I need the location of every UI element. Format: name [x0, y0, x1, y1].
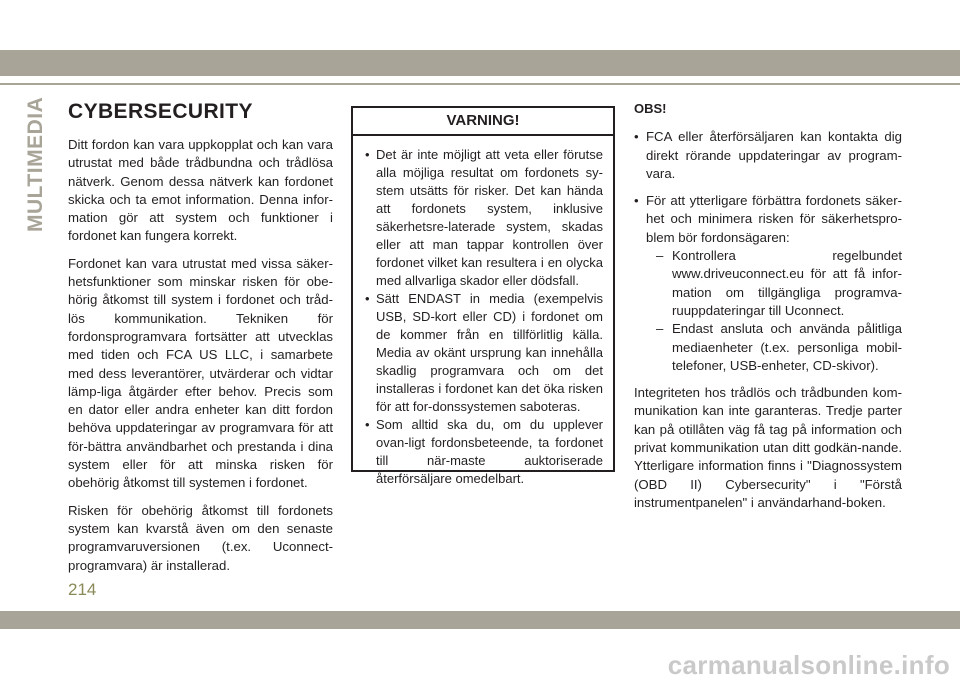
warning-title: VARNING! — [353, 108, 613, 136]
note-column — [634, 100, 902, 521]
note-subitem: – Endast ansluta och använda pålitliga mediaenheter (t.ex. personliga mobil-telefoner, USB-enheter, CD-skivor). — [656, 320, 902, 375]
security-paragraph: Fordonet kan vara utrustat med vissa säker-hetsfunktioner som minskar risken för obe-hörig åtkomst till system i fordonet och tråd-lös kommunikation. Tekniken för fordonsprogramvara fortsätter att utvecklas med tiden och FCA US LLC, i samarbete med dess leverantörer, utvärderar och vidtar lämp-liga åtgärder efter behov. Precis som en dator eller andra enheter kan ditt fordon behöva uppdateringar av programvara för att för-bättra användbarhet och prestanda i dina system eller för att minska risken för obehörig åtkomst till systemen i fordonet. — [68, 255, 333, 491]
header-band — [0, 50, 960, 76]
warning-list — [353, 136, 613, 488]
section-heading: CYBERSECURITY — [68, 100, 253, 123]
note-item-text: FCA eller återförsäljaren kan kontakta dig direkt rörande uppdateringar av program-vara. — [646, 129, 902, 181]
page-number: 214 — [68, 580, 97, 599]
intro-paragraph: Ditt fordon kan vara uppkopplat och kan vara utrustat med både trådbundna och trådlösa nätverk. Genom dessa nätverk kan fordonet skicka och ta emot information. Denna infor-mation gör att system och funktioner i fordonet kan fungera korrekt. — [68, 137, 333, 244]
header-rule — [0, 83, 960, 85]
note-item — [634, 192, 902, 375]
warning-item: • Sätt ENDAST in media (exempelvis USB, SD-kort eller CD) i fordonet om de kommer från en tillförlitlig källa. Media av okänt ursprung kan innehålla skadlig programvara och om det installeras i fordonet kan det öka risken för att for-donssystemen saboteras. — [365, 290, 603, 416]
footer-band — [0, 611, 960, 629]
warning-item: • Det är inte möjligt att veta eller förutse alla möjliga resultat om fordonets sy-stem utsätts för risker. Det kan hända att fordonets system, inklusive säkerhetsre-laterade system, skadas eller att man tappar kontrollen över fordonet vilket kan resultera i en olycka med allvarliga skador eller dödsfall. — [365, 146, 603, 290]
note-item — [634, 128, 902, 183]
note-item-text: För att ytterligare förbättra fordonets säker-het och minimera risken för säkerhetspro-blem bör fordonsägaren: — [646, 193, 902, 245]
risk-paragraph: Risken för obehörig åtkomst till fordonets system kan kvarstå även om den senaste programvaruversionen (t.ex. Uconnect-programvara) är installerad. — [68, 502, 333, 573]
note-subitem: – Kontrollera regelbundet www.driveuconnect.eu för att få infor-mation om tillgängliga programva-ruuppdateringar till Uconnect. — [656, 247, 902, 320]
section-side-label: MULTIMEDIA — [24, 96, 47, 232]
watermark: carmanualsonline.info — [667, 650, 950, 680]
note-list — [634, 128, 902, 375]
integrity-paragraph: Integriteten hos trådlös och trådbunden kom-munikation kan inte garanteras. Tredje parter kan på otillåten väg få tag på information och privat kommunikation utan ditt godkän-nande. Ytterligare information finns i "Diagnossystem (OBD II) Cybersecurity" i "Förstå instrumentpanelen" i användarhand-boken. — [634, 385, 902, 510]
warning-box — [351, 106, 615, 486]
note-label: OBS! — [634, 101, 667, 116]
warning-item: • Som alltid ska du, om du upplever ovan-ligt fordonsbeteende, ta fordonet till när-maste auktoriserade återförsäljare omedelbart. — [365, 416, 603, 488]
note-sublist — [646, 247, 902, 375]
cybersecurity-column — [68, 100, 333, 584]
